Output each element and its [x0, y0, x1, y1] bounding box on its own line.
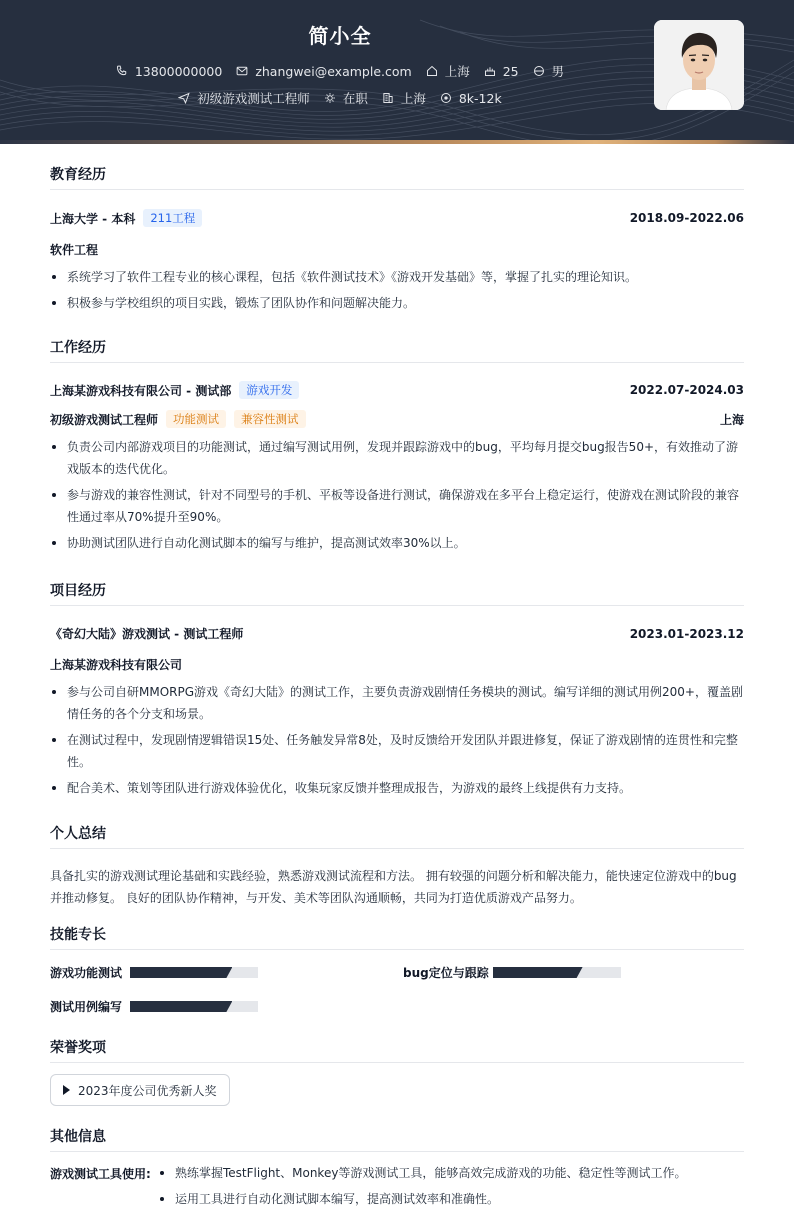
- building-icon: [382, 92, 394, 104]
- company-name: 上海某游戏科技有限公司 - 测试部: [50, 383, 232, 398]
- skill-item: [50, 998, 258, 1015]
- list-item: 熟练掌握TestFlight、Monkey等游戏测试工具，能够高效完成游戏的功能、稳定性等测试工作。: [158, 1162, 744, 1184]
- gender-info: [533, 62, 565, 80]
- skill-level-fill: [130, 967, 232, 978]
- avatar-portrait: [654, 20, 744, 110]
- honors-section: [50, 1037, 744, 1063]
- other-label: 游戏测试工具使用:: [50, 1167, 151, 1181]
- age-text: 25: [502, 63, 519, 79]
- section-title: 工作经历: [50, 337, 744, 363]
- section-title: 项目经历: [50, 580, 744, 606]
- company-tag: 游戏开发: [239, 381, 299, 399]
- skill-name: bug定位与跟踪: [403, 966, 489, 980]
- email-text: zhangwei@example.com: [255, 63, 412, 79]
- phone-icon: [116, 65, 128, 77]
- skill-item: [50, 964, 258, 981]
- list-item: 积极参与学校组织的项目实践，锻炼了团队协作和问题解决能力。: [50, 292, 744, 314]
- coin-icon: [440, 92, 452, 104]
- header-accent-line: [0, 140, 794, 144]
- list-item: 在测试过程中，发现剧情逻辑错误15处、任务触发异常8处，及时反馈给开发团队并跟进修复，保证了游戏剧情的连贯性和完整性。: [50, 729, 744, 773]
- list-item: 协助测试团队进行自动化测试脚本的编写与维护，提高测试效率30%以上。: [50, 532, 744, 554]
- education-header-row: [50, 209, 744, 227]
- work-location: 上海: [719, 412, 744, 427]
- city-info: [426, 62, 470, 80]
- target-city-text: 上海: [400, 91, 426, 106]
- honor-item[interactable]: [50, 1074, 230, 1106]
- list-item: 配合美术、策划等团队进行游戏体验优化，收集玩家反馈并整理成报告，为游戏的最终上线提供有力支持。: [50, 777, 744, 799]
- major-row: [50, 241, 744, 258]
- job-intent-row: [0, 89, 680, 107]
- education-period: 2018.09-2022.06: [629, 211, 744, 225]
- summary-section: [50, 823, 744, 909]
- skill-name: 测试用例编写: [50, 1000, 123, 1014]
- project-name: 《奇幻大陆》游戏测试 - 测试工程师: [50, 627, 244, 641]
- school-name: 上海大学 - 本科: [50, 211, 136, 226]
- home-icon: [426, 65, 438, 77]
- status-info: [324, 89, 368, 107]
- project-company: 上海某游戏科技有限公司: [50, 658, 183, 672]
- mail-icon: [236, 65, 248, 77]
- list-item: 参与公司自研MMORPG游戏《奇幻大陆》的测试工作，主要负责游戏剧情任务模块的测试。编写详细的测试用例200+，覆盖剧情任务的各个分支和场景。: [50, 681, 744, 725]
- project-company-row: [50, 656, 744, 673]
- profile-photo: [654, 20, 744, 110]
- list-item: 参与游戏的兼容性测试，针对不同型号的手机、平板等设备进行测试，确保游戏在多平台上稳定运行，使游戏在测试阶段的兼容性通过率从70%提升至90%。: [50, 484, 744, 528]
- education-section: [50, 164, 744, 314]
- contact-row: [0, 62, 680, 80]
- skill-item: [403, 964, 621, 981]
- section-title: 其他信息: [50, 1126, 744, 1152]
- job-title-info: [178, 89, 310, 107]
- section-title: 教育经历: [50, 164, 744, 190]
- project-section: [50, 580, 744, 799]
- project-period: 2023.01-2023.12: [629, 626, 744, 641]
- position-row: [50, 410, 744, 428]
- major-name: 软件工程: [50, 243, 99, 257]
- position-tag: 功能测试: [166, 410, 226, 428]
- education-bullets: [50, 266, 744, 314]
- resume-header: [0, 0, 794, 140]
- school-tag: 211工程: [143, 209, 202, 227]
- summary-text: 具备扎实的游戏测试理论基础和实践经验，熟悉游戏测试流程和方法。 拥有较强的问题分析和解决能力，能快速定位游戏中的bug并推动修复。 良好的团队协作精神，与开发、美术等团队沟通顺畅，共同为打造优质游戏产品努力。: [50, 869, 737, 905]
- send-icon: [178, 92, 190, 104]
- work-section: [50, 337, 744, 554]
- skill-level-fill: [493, 967, 583, 978]
- list-item: 系统学习了软件工程专业的核心课程，包括《软件测试技术》《游戏开发基础》等，掌握了扎实的理论知识。: [50, 266, 744, 288]
- phone-info: [116, 64, 222, 79]
- skill-bar: [130, 1001, 258, 1012]
- job-title-text: 初级游戏测试工程师: [197, 91, 310, 106]
- gender-icon: [533, 65, 545, 77]
- salary-text: 8k-12k: [458, 90, 502, 106]
- section-title: 个人总结: [50, 823, 744, 849]
- candidate-name: 简小全: [308, 24, 372, 48]
- status-text: 在职: [342, 91, 368, 106]
- cake-icon: [484, 65, 496, 77]
- project-bullets: [50, 681, 744, 799]
- position-name: 初级游戏测试工程师: [50, 412, 159, 427]
- salary-info: [440, 91, 502, 106]
- expand-triangle-icon: [63, 1085, 70, 1095]
- section-title: 荣誉奖项: [50, 1037, 744, 1063]
- section-title: 技能专长: [50, 924, 744, 950]
- project-header-row: [50, 625, 744, 642]
- other-section: [50, 1126, 744, 1152]
- list-item: 运用工具进行自动化测试脚本编写，提高测试效率和准确性。: [158, 1188, 744, 1210]
- skill-level-fill: [130, 1001, 232, 1012]
- skill-bar: [493, 967, 621, 978]
- target-city-info: [382, 89, 426, 107]
- email-info: [236, 64, 411, 79]
- list-item: 负责公司内部游戏项目的功能测试，通过编写测试用例，发现并跟踪游戏中的bug，平均每月提交bug报告50+，有效推动了游戏版本的迭代优化。: [50, 436, 744, 480]
- work-header-row: [50, 381, 744, 399]
- phone-text: 13800000000: [134, 63, 223, 79]
- skills-section: [50, 924, 744, 950]
- gender-text: 男: [551, 64, 565, 79]
- age-info: [484, 64, 519, 79]
- city-text: 上海: [444, 64, 470, 79]
- position-tag: 兼容性测试: [234, 410, 306, 428]
- other-bullets: [158, 1162, 744, 1210]
- work-period: 2022.07-2024.03: [629, 383, 744, 397]
- gear-icon: [324, 92, 336, 104]
- skill-bar: [130, 967, 258, 978]
- skill-name: 游戏功能测试: [50, 966, 123, 980]
- work-bullets: [50, 436, 744, 554]
- honor-text: 2023年度公司优秀新人奖: [78, 1083, 217, 1098]
